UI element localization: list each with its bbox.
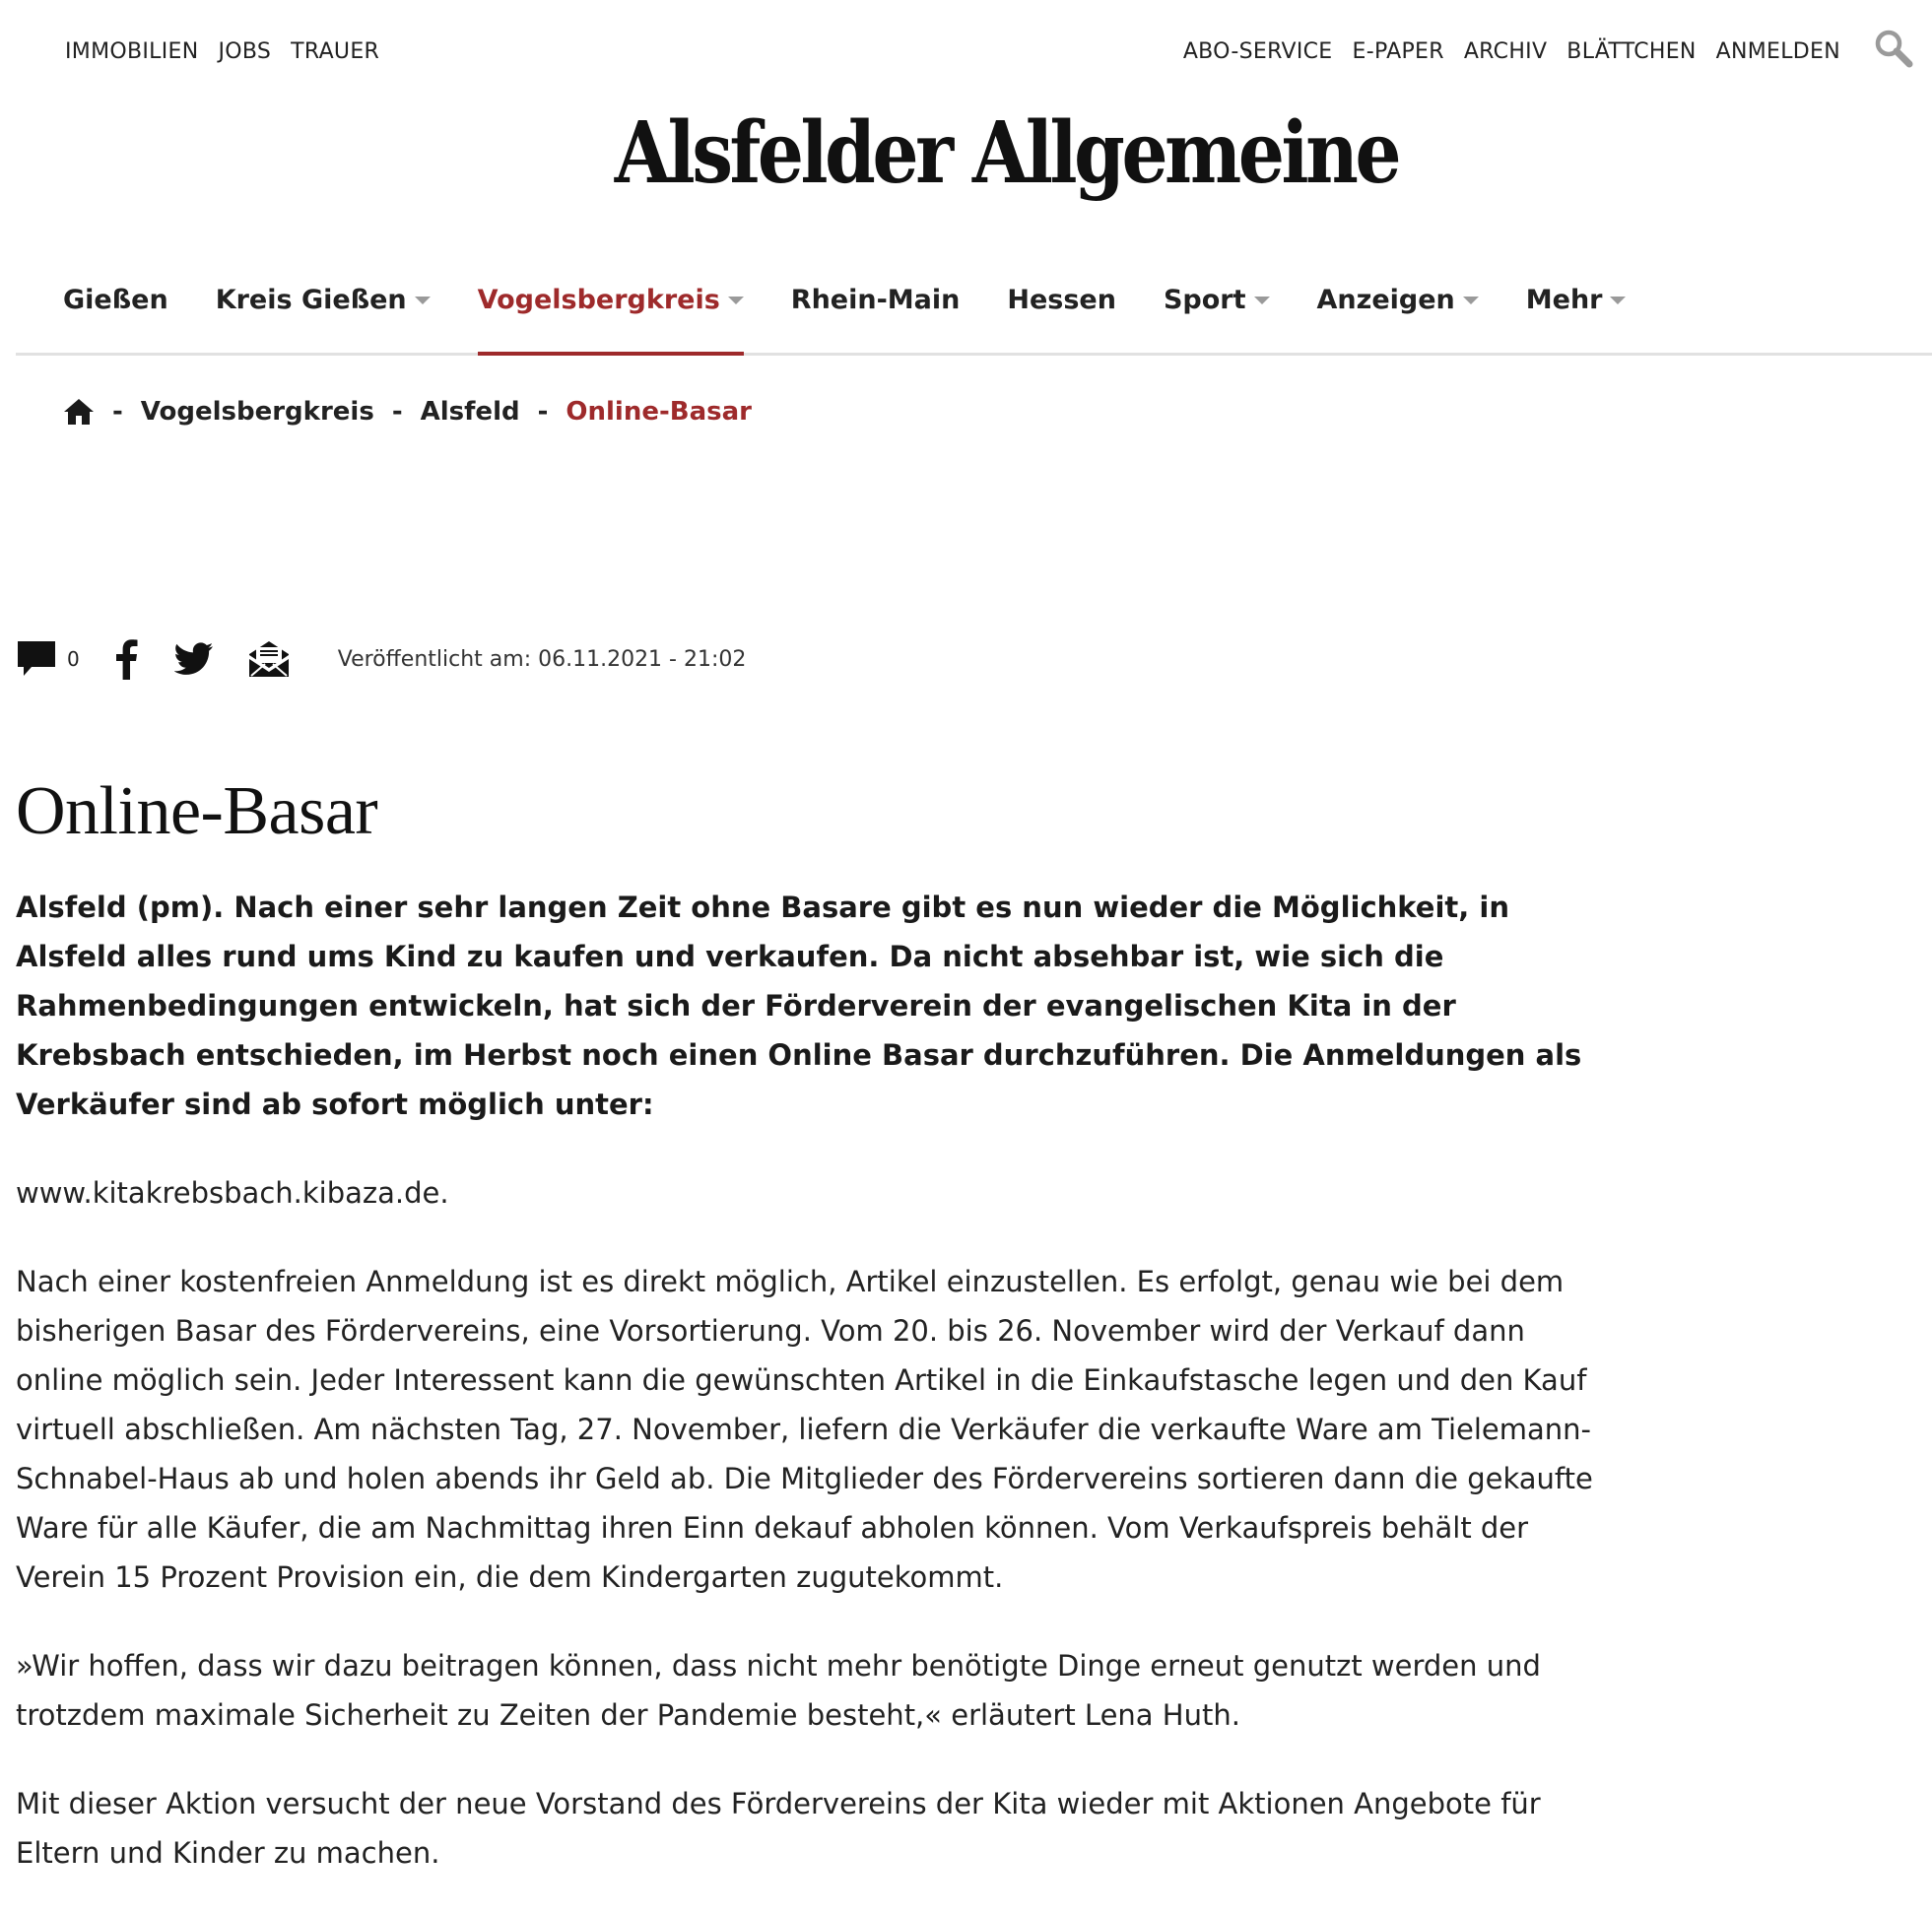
topbar-link-blaettchen[interactable]: BLÄTTCHEN xyxy=(1566,39,1697,64)
breadcrumb-separator: - xyxy=(391,397,403,427)
facebook-icon[interactable] xyxy=(113,638,139,680)
article-body xyxy=(16,883,1612,1917)
topbar-link-immobilien[interactable]: IMMOBILIEN xyxy=(65,39,199,64)
nav-item-label: Hessen xyxy=(1007,285,1116,315)
topbar-link-abo-service[interactable]: ABO-SERVICE xyxy=(1182,39,1333,64)
topbar-link-jobs[interactable]: JOBS xyxy=(218,39,272,64)
nav-item-label: Sport xyxy=(1163,285,1246,315)
topbar-left-links xyxy=(65,33,379,71)
nav-item-sport[interactable] xyxy=(1164,266,1270,353)
article-paragraph: »Wir hoffen, dass wir dazu beitragen können, dass nicht mehr benötigte Dinge erneut genutzt werden und trotzdem maximale Sicherheit zu Zeiten der Pandemie besteht,« erläutert Lena Huth. xyxy=(16,1649,1541,1732)
article-paragraph-url[interactable]: www.kitakrebsbach.kibaza.de. xyxy=(16,1176,449,1210)
topbar-link-archiv[interactable]: ARCHIV xyxy=(1463,39,1548,64)
site-logo-text: Alsfelder Allgemeine xyxy=(614,103,1398,203)
nav-item-label: Anzeigen xyxy=(1316,285,1455,315)
article-paragraph: Nach einer kostenfreien Anmeldung ist es direkt möglich, Artikel einzustellen. Es erfolgt, genau wie bei dem bisherigen Basar des Fördervereins, eine Vorsortierung. Vom 20. bis 26. November wird der Verkauf dann online möglich sein. Jeder Interessent kann die gewünschten Artikel in die Einkaufstasche legen und den Kauf virtuell abschließen. Am nächsten Tag, 27. November, liefern die Verkäufer die verkaufte Ware am Tielemann-Schnabel-Haus ab und holen abends ihr Geld ab. Die Mitglieder des Fördervereins sortieren dann die gekaufte Ware für alle Käufer, die am Nachmittag ihren Einn dekauf abholen können. Vom Verkaufspreis behält der Verein 15 Prozent Provision ein, die dem Kindergarten zugutekommt. xyxy=(16,1265,1593,1594)
top-utility-bar xyxy=(0,33,1932,73)
search-icon xyxy=(1873,28,1914,69)
breadcrumb-separator: - xyxy=(112,397,123,427)
social-share-bar xyxy=(16,638,746,680)
nav-item-rhein-main[interactable] xyxy=(791,266,961,353)
breadcrumb-item-current: Online-Basar xyxy=(566,397,752,427)
chevron-down-icon xyxy=(415,297,431,304)
site-logo[interactable] xyxy=(0,103,1932,203)
article-title: Online-Basar xyxy=(16,773,378,849)
main-nav xyxy=(16,266,1932,356)
chevron-down-icon xyxy=(728,297,744,304)
main-nav-list xyxy=(63,266,1673,353)
nav-item-giessen[interactable] xyxy=(63,266,168,353)
topbar-link-trauer[interactable]: TRAUER xyxy=(291,39,380,64)
chevron-down-icon xyxy=(1610,297,1626,304)
nav-item-label: Mehr xyxy=(1525,285,1603,315)
nav-item-hessen[interactable] xyxy=(1007,266,1116,353)
comment-count: 0 xyxy=(67,647,80,671)
chevron-down-icon xyxy=(1463,297,1479,304)
search-button[interactable] xyxy=(1869,24,1918,73)
breadcrumb-separator: - xyxy=(537,397,549,427)
nav-item-anzeigen[interactable] xyxy=(1317,266,1479,353)
breadcrumb-item-vogelsbergkreis[interactable]: Vogelsbergkreis xyxy=(140,397,374,427)
nav-item-label: Gießen xyxy=(63,285,168,315)
nav-item-kreis-giessen[interactable] xyxy=(216,266,431,353)
topbar-link-e-paper[interactable]: E-PAPER xyxy=(1352,39,1444,64)
chevron-down-icon xyxy=(1254,297,1270,304)
article-lead: Alsfeld (pm). Nach einer sehr langen Zeit ohne Basare gibt es nun wieder die Möglichkeit, in Alsfeld alles rund ums Kind zu kaufen und verkaufen. Da nicht absehbar ist, wie sich die Rahmenbedingungen entwickeln, hat sich der Förderverein der evangelischen Kita in der Krebsbach entschieden, im Herbst noch einen Online Basar durchzuführen. Die Anmeldungen als Verkäufer sind ab sofort möglich unter: xyxy=(16,891,1582,1121)
article-paragraph: Mit dieser Aktion versucht der neue Vorstand des Fördervereins der Kita wieder mit Aktionen Angebote für Eltern und Kinder zu machen. xyxy=(16,1787,1541,1870)
home-icon[interactable] xyxy=(63,396,95,428)
nav-item-mehr[interactable] xyxy=(1526,266,1627,353)
published-date: Veröffentlicht am: 06.11.2021 - 21:02 xyxy=(337,646,747,672)
twitter-icon[interactable] xyxy=(174,642,214,676)
email-icon[interactable] xyxy=(247,640,291,678)
nav-item-label: Kreis Gießen xyxy=(215,285,407,315)
comment-icon[interactable] xyxy=(16,639,57,679)
topbar-right-links xyxy=(1183,33,1840,71)
breadcrumb xyxy=(63,396,752,428)
nav-item-label: Rhein-Main xyxy=(790,285,961,315)
nav-item-vogelsbergkreis[interactable] xyxy=(478,266,744,353)
topbar-link-anmelden[interactable]: ANMELDEN xyxy=(1715,39,1840,64)
breadcrumb-item-alsfeld[interactable]: Alsfeld xyxy=(420,397,520,427)
nav-item-label: Vogelsbergkreis xyxy=(477,285,720,315)
